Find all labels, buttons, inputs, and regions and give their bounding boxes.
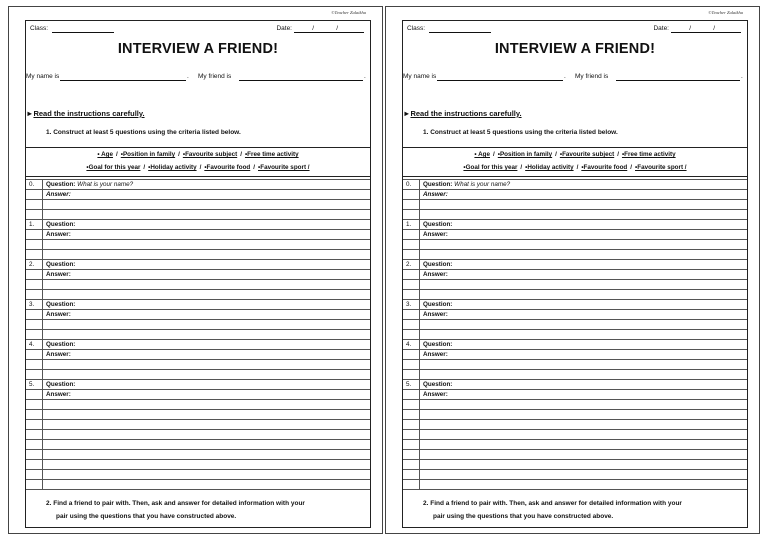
- question-example: What is your name?: [75, 181, 134, 188]
- question-label: [46, 341, 75, 348]
- copyright-text: ©Teacher Zulaikha: [331, 10, 366, 15]
- friend-name-label: My friend is: [198, 73, 232, 80]
- question-number: 1.: [406, 221, 412, 228]
- criteria-item: •Position in family: [497, 151, 553, 158]
- question-label-text: Question:: [423, 221, 453, 228]
- question-label: [423, 221, 452, 228]
- class-blank-line: [429, 32, 491, 33]
- answer-label: Answer:: [423, 351, 448, 358]
- criteria-item: •Free time activity: [621, 151, 676, 158]
- question-label: [46, 301, 75, 308]
- class-date-row: [30, 25, 366, 35]
- question-number: 0.: [406, 181, 412, 188]
- question-label-text: Question:: [46, 261, 76, 268]
- answer-label: Answer:: [46, 231, 71, 238]
- answer-label: Answer:: [46, 191, 71, 198]
- criteria-separator: /: [199, 164, 202, 171]
- criteria-item: •Favourite subject: [559, 151, 615, 158]
- criteria-item: •Free time activity: [244, 151, 299, 158]
- criteria-item: •Holiday activity: [525, 164, 574, 171]
- step-one-text: 1. Construct at least 5 questions using the criteria listed below.: [423, 129, 618, 136]
- my-name-label: My name is: [26, 73, 60, 80]
- answer-label: Answer:: [46, 351, 71, 358]
- question-label: [46, 181, 133, 188]
- question-label-text: Question:: [423, 381, 453, 388]
- criteria-separator: /: [520, 164, 523, 171]
- criteria-separator: /: [253, 164, 256, 171]
- names-row: [403, 73, 747, 83]
- criteria-item: •Favourite subject: [182, 151, 238, 158]
- instruction-heading: [403, 109, 522, 118]
- date-slash: /: [689, 25, 691, 32]
- question-label-text: Question:: [46, 301, 76, 308]
- criteria-item: •Favourite sport /: [258, 164, 310, 171]
- criteria-separator: /: [555, 151, 557, 158]
- date-slash: /: [336, 25, 338, 32]
- question-label-text: Question:: [46, 341, 76, 348]
- instruction-heading: [26, 109, 145, 118]
- criteria-item: •Favourite sport /: [635, 164, 687, 171]
- criteria-separator: /: [143, 164, 146, 171]
- question-number: 2.: [406, 261, 412, 268]
- my-name-blank-line: [60, 80, 186, 81]
- class-label: Class:: [30, 25, 49, 32]
- question-number: 4.: [406, 341, 412, 348]
- answer-label: Answer:: [423, 391, 448, 398]
- question-number: 0.: [29, 181, 35, 188]
- criteria-line: [403, 149, 747, 160]
- question-number: 1.: [29, 221, 35, 228]
- question-label: [46, 221, 75, 228]
- question-number: 5.: [406, 381, 412, 388]
- question-label-text: Question:: [46, 181, 76, 188]
- question-label-text: Question:: [46, 381, 76, 388]
- question-number: 3.: [29, 301, 35, 308]
- answer-label: Answer:: [46, 311, 71, 318]
- criteria-box: [403, 147, 747, 177]
- criteria-line: [26, 162, 370, 173]
- answer-label: Answer:: [423, 231, 448, 238]
- answer-label: Answer:: [423, 191, 448, 198]
- question-label: [423, 181, 510, 188]
- answer-label: Answer:: [423, 311, 448, 318]
- friend-name-label: My friend is: [575, 73, 609, 80]
- criteria-item: •Favourite food: [204, 164, 251, 171]
- question-label: [423, 301, 452, 308]
- class-date-row: [407, 25, 743, 35]
- criteria-separator: /: [617, 151, 619, 158]
- criteria-box: [26, 147, 370, 177]
- step-two-line1: 2. Find a friend to pair with. Then, ask and answer for detailed information with your: [423, 500, 682, 507]
- friend-name-blank-line: [239, 80, 363, 81]
- criteria-separator: /: [630, 164, 633, 171]
- worksheet-frame: [402, 20, 748, 528]
- criteria-separator: /: [493, 151, 495, 158]
- date-blank-line: [294, 32, 364, 33]
- friend-name-end: .: [364, 73, 366, 80]
- date-blank-line: [671, 32, 741, 33]
- step-two-line1: 2. Find a friend to pair with. Then, ask and answer for detailed information with your: [46, 500, 305, 507]
- criteria-item: • Age: [474, 151, 491, 158]
- question-number: 2.: [29, 261, 35, 268]
- step-two-line2: pair using the questions that you have constructed above.: [433, 513, 614, 520]
- table-bottom-line: [403, 489, 747, 490]
- question-example: What is your name?: [452, 181, 511, 188]
- page-title: INTERVIEW A FRIEND!: [117, 41, 279, 57]
- question-label: [423, 261, 452, 268]
- question-number: 4.: [29, 341, 35, 348]
- page-title: INTERVIEW A FRIEND!: [494, 41, 656, 57]
- class-blank-line: [52, 32, 114, 33]
- criteria-item: •Holiday activity: [148, 164, 197, 171]
- criteria-item: • Age: [97, 151, 114, 158]
- step-two-text: [46, 497, 360, 523]
- table-bottom-line: [26, 489, 370, 490]
- step-two-text: [423, 497, 737, 523]
- worksheet-left: [8, 6, 383, 534]
- questions-table: [26, 179, 370, 490]
- arrow-icon: ►: [26, 109, 34, 118]
- copyright-text: ©Teacher Zulaikha: [708, 10, 743, 15]
- criteria-separator: /: [116, 151, 118, 158]
- arrow-icon: ►: [403, 109, 411, 118]
- instruction-text: Read the instructions carefully.: [33, 109, 145, 118]
- question-label: [46, 381, 75, 388]
- worksheet-right: [385, 6, 760, 534]
- my-name-blank-line: [437, 80, 563, 81]
- question-label-text: Question:: [46, 221, 76, 228]
- my-name-end: .: [564, 73, 566, 80]
- criteria-separator: /: [576, 164, 579, 171]
- step-one-text: 1. Construct at least 5 questions using the criteria listed below.: [46, 129, 241, 136]
- instruction-text: Read the instructions carefully.: [410, 109, 522, 118]
- criteria-line: [26, 149, 370, 160]
- question-label-text: Question:: [423, 341, 453, 348]
- criteria-item: •Goal for this year: [463, 164, 518, 171]
- my-name-end: .: [187, 73, 189, 80]
- answer-label: Answer:: [423, 271, 448, 278]
- criteria-item: •Position in family: [120, 151, 176, 158]
- my-name-label: My name is: [403, 73, 437, 80]
- date-label: Date:: [653, 25, 669, 32]
- friend-name-end: .: [741, 73, 743, 80]
- date-slash: /: [713, 25, 715, 32]
- worksheet-frame: [25, 20, 371, 528]
- question-label-text: Question:: [423, 181, 453, 188]
- question-number: 5.: [29, 381, 35, 388]
- answer-label: Answer:: [46, 391, 71, 398]
- question-label: [423, 341, 452, 348]
- step-two-line2: pair using the questions that you have constructed above.: [56, 513, 237, 520]
- criteria-separator: /: [240, 151, 242, 158]
- class-label: Class:: [407, 25, 426, 32]
- friend-name-blank-line: [616, 80, 740, 81]
- question-label: [46, 261, 75, 268]
- criteria-line: [403, 162, 747, 173]
- names-row: [26, 73, 370, 83]
- date-slash: /: [312, 25, 314, 32]
- question-label-text: Question:: [423, 261, 453, 268]
- question-label: [423, 381, 452, 388]
- question-label-text: Question:: [423, 301, 453, 308]
- questions-table: [403, 179, 747, 490]
- question-number: 3.: [406, 301, 412, 308]
- criteria-item: •Goal for this year: [86, 164, 141, 171]
- criteria-item: •Favourite food: [581, 164, 628, 171]
- criteria-separator: /: [178, 151, 180, 158]
- answer-label: Answer:: [46, 271, 71, 278]
- date-label: Date:: [276, 25, 292, 32]
